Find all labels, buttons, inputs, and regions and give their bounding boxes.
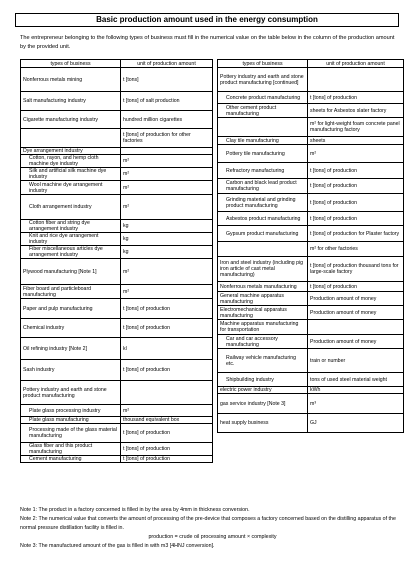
business-type-cell: Wool machine dye arrangement industry [21,181,121,195]
unit-cell: t [tons] of production [308,179,404,194]
unit-cell: m² [121,195,213,220]
table-row [218,242,404,257]
table-row [21,338,213,360]
header-row [218,60,404,68]
business-type-cell: Machine apparatus manufacturing for transportation [218,320,308,335]
business-type-cell: Nonferrous metals manufacturing [218,282,308,292]
business-type-cell [218,242,308,257]
header-type: types of business [218,60,308,68]
right-table [217,59,404,433]
business-type-cell: Clay tile manufacturing [218,137,308,145]
intro-text: The entrepreneur belonging to the following types of business must fill in the numerical value on the table below in the column of the production amount by the provided unit. [20,35,395,50]
business-type-cell: Dye arrangement industry [21,148,121,155]
table-row [21,405,213,417]
business-type-cell: Refractory manufacturing [218,163,308,179]
unit-cell: train or number [308,349,404,373]
unit-cell: t [tons] of production [121,319,213,338]
note-1: Note 1: The product in a factory concerned is filled in by the area by 4mm in thickness conversion. [20,507,250,513]
business-type-cell: electric power industry [218,387,308,394]
unit-cell: Production amount of money [308,292,404,306]
table-row [218,320,404,335]
table-row [218,306,404,320]
business-type-cell: Oil refining industry [Note 2] [21,338,121,360]
table-row [21,111,213,129]
unit-cell: t [tons] of production [121,424,213,443]
unit-cell: kWh [308,387,404,394]
unit-cell: thousand equivalent box [121,417,213,424]
unit-cell: t [tons] of production [121,299,213,319]
table-row [21,181,213,195]
table-row [218,68,404,92]
business-type-cell: Pottery industry and earth and stone product manufacturing [21,381,121,405]
unit-cell: t [tons] of production [121,360,213,381]
unit-cell: kg [121,233,213,246]
business-type-cell: Pottery industry and earth and stone product manufacturing [continued] [218,68,308,92]
business-type-cell: Plate glass manufacturing [21,417,121,424]
unit-cell [121,148,213,155]
unit-cell: m² [121,155,213,168]
table-row [21,195,213,220]
business-type-cell: Fiber miscellaneous articles dye arrangement industry [21,246,121,259]
unit-cell: t [tons] of production [308,194,404,212]
business-type-cell: Processing made of the glass material manufacturing [21,424,121,443]
business-type-cell: Iron and steel industry (including pig iron article of cast metal manufacturing) [218,257,308,282]
business-type-cell: gas service industry [Note 3] [218,394,308,414]
business-type-cell: Paper and pulp manufacturing [21,299,121,319]
unit-cell: m² [121,405,213,417]
table-row [218,282,404,292]
business-type-cell: Plate glass processing industry [21,405,121,417]
business-type-cell: Cement manufacturing [21,456,121,463]
table-row [218,226,404,242]
unit-cell: t [tons] of production for Plaster factory [308,226,404,242]
unit-cell: m² [121,259,213,285]
table-row [218,335,404,349]
table-row [218,257,404,282]
table-row [21,168,213,181]
unit-cell: m² [121,181,213,195]
business-type-cell: Plywood manufacturing [Note 1] [21,259,121,285]
table-row [218,292,404,306]
business-type-cell: Electromechanical apparatus manufacturing [218,306,308,320]
table-row [21,155,213,168]
business-type-cell: Glass fiber and this product manufacturing [21,443,121,456]
unit-cell: Production amount of money [308,306,404,320]
business-type-cell: Railway vehicle manufacturing etc. [218,349,308,373]
unit-cell: t [tons] of production [308,163,404,179]
unit-cell: hundred million cigarettes [121,111,213,129]
notes [20,506,405,551]
unit-cell: t [tons] of production [308,282,404,292]
unit-cell: t [tons] of production [121,456,213,463]
table-row [218,145,404,163]
table-row [21,319,213,338]
table-row [218,414,404,433]
business-type-cell: General machine apparatus manufacturing [218,292,308,306]
header-unit: unit of production amount [308,60,404,68]
business-type-cell: Shipbuilding industry [218,373,308,387]
unit-cell: sheets for Asbestos slater factory [308,104,404,118]
table-row [218,394,404,414]
unit-cell: sheets [308,137,404,145]
business-type-cell: Nonferrous metals mining [21,68,121,92]
business-type-cell: Other cement product manufacturing [218,104,308,118]
table-row [218,373,404,387]
business-type-cell: Concrete product manufacturing [218,92,308,104]
unit-cell: t [tons] of production [308,212,404,226]
table-row [21,129,213,148]
unit-cell: m² for other factories [308,242,404,257]
business-type-cell: Sash industry [21,360,121,381]
table-row [218,118,404,137]
table-row [21,68,213,92]
business-type-cell: Chemical industry [21,319,121,338]
table-row [218,137,404,145]
business-type-cell: heat supply business [218,414,308,433]
formula: production = crude oil processing amount × complexity [148,534,277,540]
unit-cell: GJ [308,414,404,433]
table-row [21,259,213,285]
business-type-cell: Salt manufacturing industry [21,92,121,111]
table-row [21,220,213,233]
unit-cell [121,381,213,405]
table-row [21,443,213,456]
table-row [21,92,213,111]
unit-cell: kg [121,220,213,233]
unit-cell: t [tons] of production for other factories [121,129,213,148]
business-type-cell [21,129,121,148]
table-row [21,285,213,299]
unit-cell: m³ [308,394,404,414]
business-type-cell: Car and car accessory manufacturing [218,335,308,349]
business-type-cell: Gypsum product manufacturing [218,226,308,242]
table-row [21,456,213,463]
unit-cell: Production amount of money [308,335,404,349]
table-row [21,417,213,424]
table-row [218,179,404,194]
unit-cell: m² [121,285,213,299]
unit-cell: m² for light-weight foam concrete panel manufacturing factory [308,118,404,137]
unit-cell: kl [121,338,213,360]
business-type-cell: Fiber board and particleboard manufacturing [21,285,121,299]
business-type-cell: Cloth arrangement industry [21,195,121,220]
unit-cell: t [tons] of production [121,443,213,456]
note-3: Note 3: The manufactured amount of the gas is filled in with m3 [4HNJ conversion]. [20,543,215,549]
business-type-cell: Pottery tile manufacturing [218,145,308,163]
business-type-cell: Carbon and black lead product manufacturing [218,179,308,194]
table-row [218,163,404,179]
table-row [21,299,213,319]
unit-cell: m² [121,168,213,181]
business-type-cell: Cotton, rayon, and hemp cloth machine dye industry [21,155,121,168]
header-unit: unit of production amount [121,60,213,68]
unit-cell: t [tons] of production [308,92,404,104]
table-row [21,246,213,259]
unit-cell: t [tons] [121,68,213,92]
table-row [21,233,213,246]
header-type: types of business [21,60,121,68]
table-row [218,212,404,226]
table-row [218,387,404,394]
note-2: Note 2: The numerical value that converts the amount of processing of the pre-device that composes a factory concerned based on the distilling apparatus of the normal pressure distillation facility is filled in. [20,516,396,531]
business-type-cell: Cotton fiber and string dye arrangement industry [21,220,121,233]
header-row [21,60,213,68]
business-type-cell [218,118,308,137]
table-row [218,104,404,118]
table-row [21,360,213,381]
table-row [218,349,404,373]
unit-cell: t [tons] of salt production [121,92,213,111]
unit-cell [308,68,404,92]
left-table [20,59,213,463]
business-type-cell: Silk and artificial silk machine dye industry [21,168,121,181]
table-row [21,148,213,155]
table-row [21,424,213,443]
table-row [218,92,404,104]
unit-cell: m² [308,145,404,163]
unit-cell [308,320,404,335]
table-row [218,194,404,212]
table-row [21,381,213,405]
unit-cell: kg [121,246,213,259]
unit-cell: tons of used steel material weight [308,373,404,387]
business-type-cell: Asbestos product manufacturing [218,212,308,226]
business-type-cell: Knit and rice dye arrangement industry [21,233,121,246]
page-title: Basic production amount used in the energy consumption [15,13,399,27]
business-type-cell: Grinding material and grinding product manufacturing [218,194,308,212]
business-type-cell: Cigarette manufacturing industry [21,111,121,129]
unit-cell: t [tons] of production thousand tons for large-scale factory [308,257,404,282]
